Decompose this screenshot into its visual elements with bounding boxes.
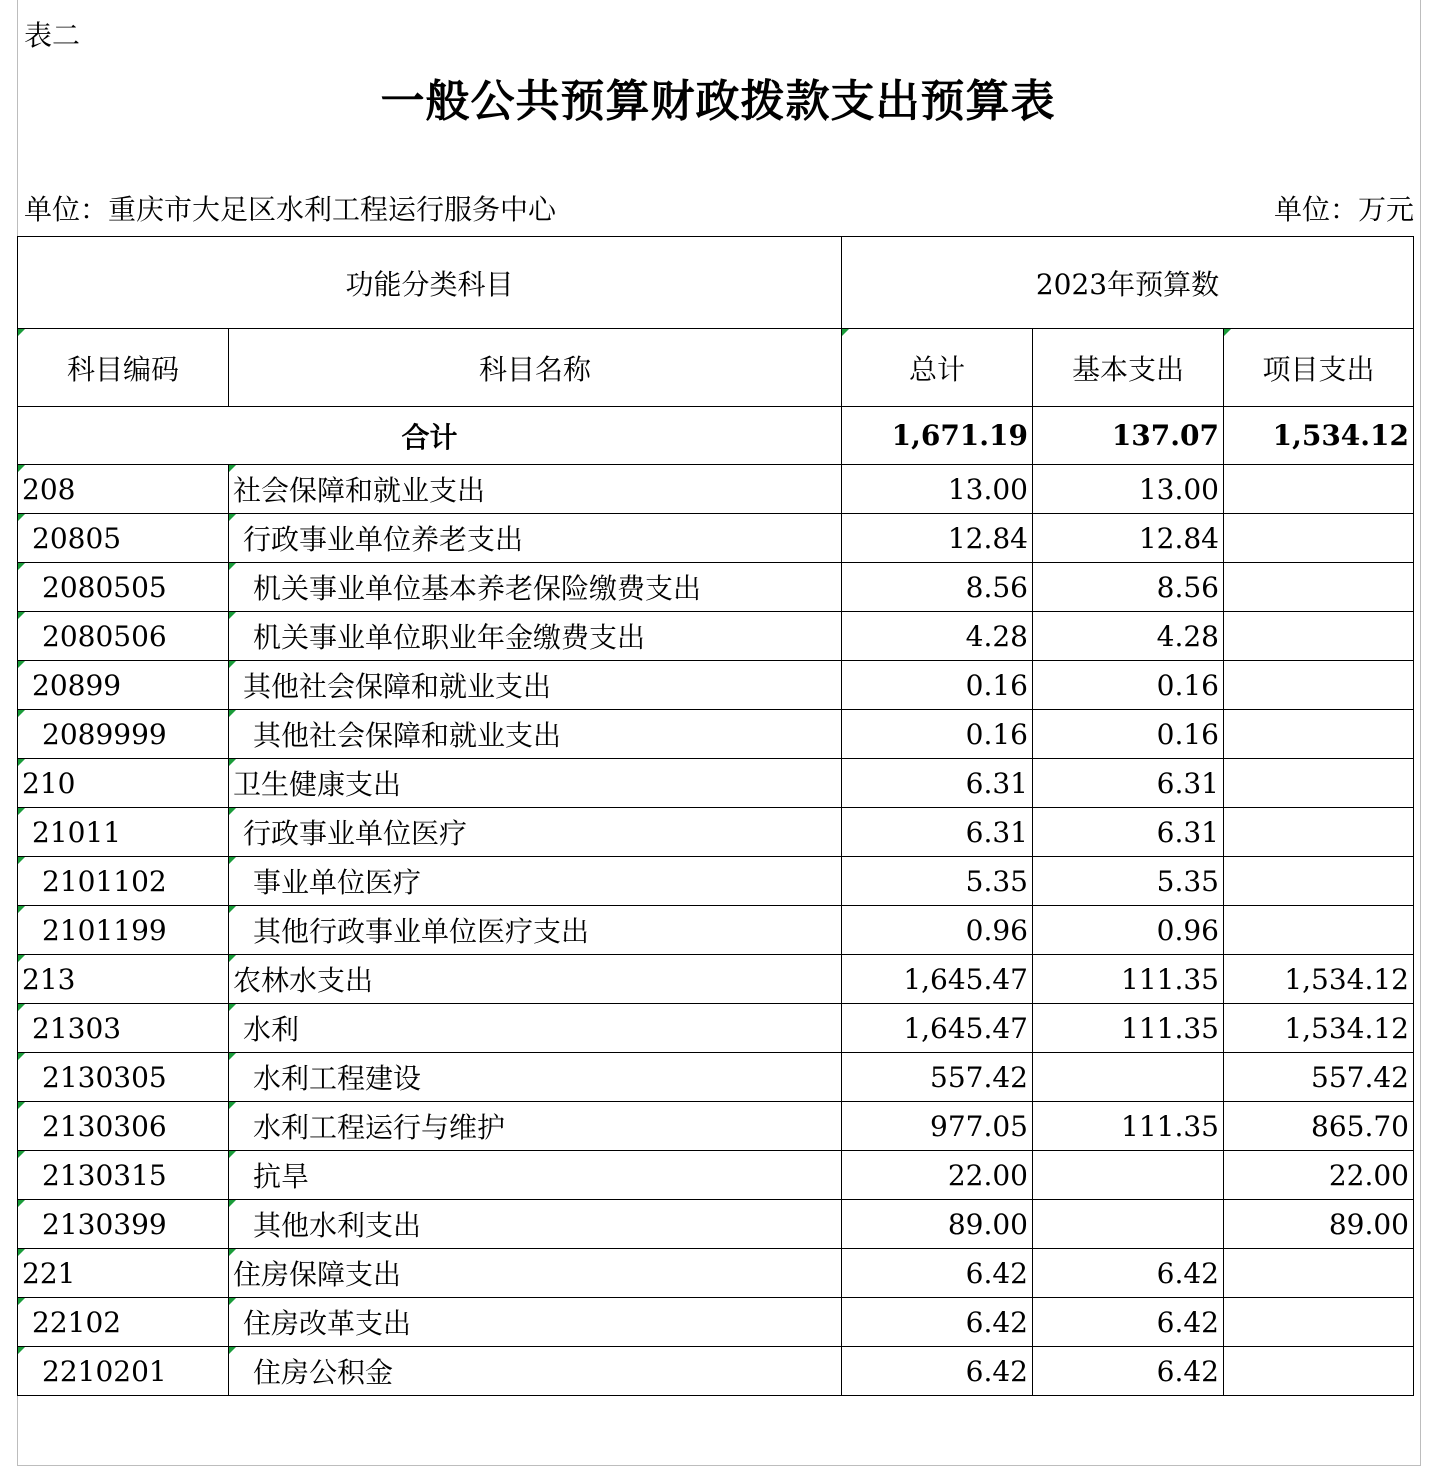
- row-basic: 0.16: [1033, 661, 1224, 710]
- table-row: [18, 857, 1414, 906]
- header-row-bottom: [18, 329, 1414, 407]
- row-basic: 111.35: [1033, 955, 1224, 1004]
- row-project: 1,534.12: [1224, 955, 1414, 1004]
- table-row: [18, 563, 1414, 612]
- row-total: 12.84: [842, 514, 1033, 563]
- row-basic: 12.84: [1033, 514, 1224, 563]
- row-total: 6.42: [842, 1347, 1033, 1396]
- row-basic: 4.28: [1033, 612, 1224, 661]
- row-code: 20899: [18, 661, 229, 710]
- row-name: 行政事业单位医疗: [229, 808, 842, 857]
- header-row-top: [18, 237, 1414, 329]
- row-code: 2130315: [18, 1151, 229, 1200]
- header-project: 项目支出: [1224, 329, 1414, 407]
- row-basic: [1033, 1151, 1224, 1200]
- row-name: 其他社会保障和就业支出: [229, 710, 842, 759]
- row-name: 行政事业单位养老支出: [229, 514, 842, 563]
- row-total: 6.42: [842, 1298, 1033, 1347]
- row-code: 22102: [18, 1298, 229, 1347]
- table-row: [18, 612, 1414, 661]
- summary-row: [18, 407, 1414, 465]
- row-project: [1224, 857, 1414, 906]
- row-code: 2130305: [18, 1053, 229, 1102]
- sheet-label: 表二: [24, 19, 81, 52]
- row-total: 0.96: [842, 906, 1033, 955]
- unit-currency: 单位：万元: [1273, 193, 1414, 226]
- row-basic: 13.00: [1033, 465, 1224, 514]
- row-code: 210: [18, 759, 229, 808]
- table-row: [18, 906, 1414, 955]
- row-project: [1224, 514, 1414, 563]
- row-total: 89.00: [842, 1200, 1033, 1249]
- row-project: 89.00: [1224, 1200, 1414, 1249]
- summary-total: 1,671.19: [842, 407, 1033, 465]
- row-name: 卫生健康支出: [229, 759, 842, 808]
- header-budget-year: 2023年预算数: [842, 237, 1414, 329]
- row-total: 0.16: [842, 710, 1033, 759]
- row-project: [1224, 906, 1414, 955]
- header-code: 科目编码: [18, 329, 229, 407]
- unit-organization: 单位：重庆市大足区水利工程运行服务中心: [24, 193, 557, 226]
- row-basic: 6.31: [1033, 759, 1224, 808]
- row-name: 事业单位医疗: [229, 857, 842, 906]
- row-name: 社会保障和就业支出: [229, 465, 842, 514]
- row-name: 水利工程建设: [229, 1053, 842, 1102]
- table-row: [18, 514, 1414, 563]
- row-total: 8.56: [842, 563, 1033, 612]
- header-category: 功能分类科目: [18, 237, 842, 329]
- table-row: [18, 1249, 1414, 1298]
- row-name: 水利: [229, 1004, 842, 1053]
- row-code: 213: [18, 955, 229, 1004]
- row-project: [1224, 563, 1414, 612]
- row-name: 机关事业单位职业年金缴费支出: [229, 612, 842, 661]
- row-code: 2101199: [18, 906, 229, 955]
- row-total: 6.31: [842, 808, 1033, 857]
- table-row: [18, 1298, 1414, 1347]
- table-row: [18, 465, 1414, 514]
- row-basic: 111.35: [1033, 1004, 1224, 1053]
- page-title: 一般公共预算财政拨款支出预算表: [380, 76, 1056, 127]
- row-basic: 6.42: [1033, 1298, 1224, 1347]
- header-total: 总计: [842, 329, 1033, 407]
- row-total: 22.00: [842, 1151, 1033, 1200]
- row-total: 4.28: [842, 612, 1033, 661]
- row-code: 20805: [18, 514, 229, 563]
- row-project: [1224, 808, 1414, 857]
- row-total: 0.16: [842, 661, 1033, 710]
- row-name: 住房公积金: [229, 1347, 842, 1396]
- row-total: 13.00: [842, 465, 1033, 514]
- table-row: [18, 759, 1414, 808]
- row-basic: 6.42: [1033, 1249, 1224, 1298]
- row-name: 住房改革支出: [229, 1298, 842, 1347]
- row-code: 21303: [18, 1004, 229, 1053]
- row-total: 6.31: [842, 759, 1033, 808]
- row-total: 557.42: [842, 1053, 1033, 1102]
- row-basic: 5.35: [1033, 857, 1224, 906]
- table-row: [18, 1347, 1414, 1396]
- row-name: 机关事业单位基本养老保险缴费支出: [229, 563, 842, 612]
- row-code: 2210201: [18, 1347, 229, 1396]
- row-project: 1,534.12: [1224, 1004, 1414, 1053]
- row-name: 其他行政事业单位医疗支出: [229, 906, 842, 955]
- row-basic: [1033, 1053, 1224, 1102]
- row-project: [1224, 1347, 1414, 1396]
- table-row: [18, 661, 1414, 710]
- row-basic: [1033, 1200, 1224, 1249]
- table-row: [18, 710, 1414, 759]
- row-basic: 8.56: [1033, 563, 1224, 612]
- row-code: 2080506: [18, 612, 229, 661]
- row-total: 6.42: [842, 1249, 1033, 1298]
- table-row: [18, 1053, 1414, 1102]
- row-basic: 6.31: [1033, 808, 1224, 857]
- row-code: 2130306: [18, 1102, 229, 1151]
- row-project: [1224, 612, 1414, 661]
- row-basic: 0.96: [1033, 906, 1224, 955]
- row-code: 21011: [18, 808, 229, 857]
- row-name: 其他社会保障和就业支出: [229, 661, 842, 710]
- row-project: [1224, 661, 1414, 710]
- row-name: 农林水支出: [229, 955, 842, 1004]
- row-name: 住房保障支出: [229, 1249, 842, 1298]
- row-code: 2130399: [18, 1200, 229, 1249]
- row-name: 其他水利支出: [229, 1200, 842, 1249]
- row-total: 1,645.47: [842, 1004, 1033, 1053]
- table-row: [18, 1004, 1414, 1053]
- row-project: [1224, 710, 1414, 759]
- summary-project: 1,534.12: [1224, 407, 1414, 465]
- table-row: [18, 955, 1414, 1004]
- row-code: 208: [18, 465, 229, 514]
- row-code: 2101102: [18, 857, 229, 906]
- header-basic: 基本支出: [1033, 329, 1224, 407]
- row-total: 977.05: [842, 1102, 1033, 1151]
- row-basic: 111.35: [1033, 1102, 1224, 1151]
- row-project: [1224, 465, 1414, 514]
- row-project: 557.42: [1224, 1053, 1414, 1102]
- row-project: [1224, 1249, 1414, 1298]
- summary-basic: 137.07: [1033, 407, 1224, 465]
- summary-label: 合计: [18, 407, 842, 465]
- row-code: 2089999: [18, 710, 229, 759]
- row-name: 水利工程运行与维护: [229, 1102, 842, 1151]
- row-code: 2080505: [18, 563, 229, 612]
- row-code: 221: [18, 1249, 229, 1298]
- row-total: 1,645.47: [842, 955, 1033, 1004]
- row-basic: 6.42: [1033, 1347, 1224, 1396]
- row-project: 22.00: [1224, 1151, 1414, 1200]
- row-total: 5.35: [842, 857, 1033, 906]
- row-basic: 0.16: [1033, 710, 1224, 759]
- table-row: [18, 1151, 1414, 1200]
- table-row: [18, 1200, 1414, 1249]
- row-project: [1224, 1298, 1414, 1347]
- row-project: [1224, 759, 1414, 808]
- row-project: 865.70: [1224, 1102, 1414, 1151]
- header-name: 科目名称: [229, 329, 842, 407]
- table-row: [18, 1102, 1414, 1151]
- budget-table: [17, 236, 1414, 1396]
- row-name: 抗旱: [229, 1151, 842, 1200]
- table-row: [18, 808, 1414, 857]
